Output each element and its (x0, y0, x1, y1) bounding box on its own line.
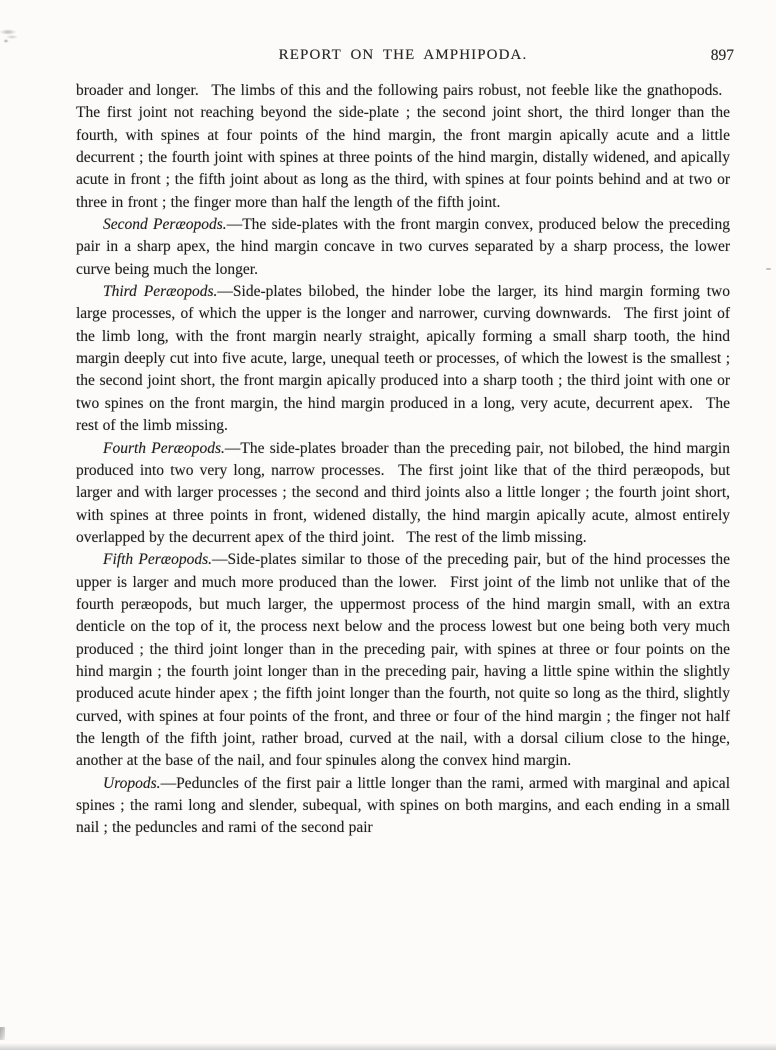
paragraph-second-peraeopods (76, 214, 730, 281)
paragraph-text: broader and longer. The limbs of this and the following pairs robust, not feeble like the gnathopods. The first joint not reaching beyond the side-plate ; the second joint short, the third longer than the fourth, with spines at four points of the hind margin, the front margin apically acute and a little decurrent ; the fourth joint with spines at three points of the hind margin, distally widened, and apically acute in front ; the fifth joint about as long as the third, with spines at four points behind and at two or three in front ; the finger more than half the length of the fifth joint. (76, 82, 730, 211)
scan-speck-artifact (766, 268, 771, 270)
paragraph-fourth-peraeopods (76, 438, 730, 550)
paragraph-lead: Fifth Peræopods. (103, 551, 212, 569)
scan-edge-shadow (0, 1043, 776, 1050)
paragraph-uropods (76, 773, 730, 840)
paragraph-text: —The side-plates with the front margin convex, produced below the preceding pair in a sharp apex, the hind margin concave in two curves separated by a sharp process, the lower curve being much the longer. (76, 216, 730, 278)
paragraph-text: —Side-plates bilobed, the hinder lobe the larger, its hind margin forming two large processes, of which the upper is the longer and narrower, curving downwards. The first joint of the limb long, with the front margin nearly straight, apically forming a small sharp tooth, the hind margin deeply cut into five acute, large, unequal teeth or processes, of which the lowest is the smallest ; the second joint short, the front margin apically produced into a sharp tooth ; the third joint with one or two spines on the front margin, the hind margin produced in a long, very acute, decurrent apex. The rest of the limb missing. (76, 283, 730, 435)
paragraph-text: —Peduncles of the first pair a little longer than the rami, armed with marginal and apical spines ; the rami long and slender, subequal, with spines on both margins, and each ending in a small nail ; the peduncles and rami of the second pair (76, 774, 730, 837)
text-block (76, 80, 730, 840)
paragraph-continuation (76, 80, 730, 214)
paragraph-text: —The side-plates broader than the preceding pair, not bilobed, the hind margin produced into two very long, narrow processes. The first joint like that of the third peræopods, but larger and with larger processes ; the second and third joints also a little longer ; the fourth joint short, with spines at three points in front, widened distally, the hind margin apically acute, almost entirely overlapped by the decurrent apex of the third joint. The rest of the limb missing. (76, 439, 730, 546)
scan-smudge-artifact (0, 27, 26, 45)
page-number: 897 (710, 47, 734, 64)
running-title: REPORT ON THE AMPHIPODA. (278, 47, 528, 63)
paragraph-fifth-peraeopods (76, 549, 730, 772)
paragraph-third-peraeopods (76, 281, 730, 437)
scan-mark-artifact (0, 1027, 5, 1040)
page-header (76, 47, 734, 69)
paragraph-text: —Side-plates similar to those of the preceding pair, but of the hind processes the upper is larger and much more produced than the lower. First joint of the limb not unlike that of the fourth peræopods, but much larger, the uppermost process of the hind margin small, with an extra denticle on the top of it, the process next below and the process lowest but one being both very much produced ; the third joint longer than in the preceding pair, with spines at three or four points on the hind margin ; the fourth joint longer than in the preceding pair, having a little spine within the slightly produced acute hinder apex ; the fifth joint longer than the fourth, not quite so long as the third, slightly curved, with spines at four points of the front, and three or four of the hind margin ; the finger not half the length of the fifth joint, rather broad, curved at the nail, with a dorsal cilium close to the hinge, another at the base of the nail, and four spinules along the convex hind margin. (76, 551, 730, 770)
paragraph-lead: Fourth Peræopods. (103, 439, 225, 457)
paragraph-lead: Third Peræopods. (103, 283, 218, 301)
paragraph-lead: Second Peræopods. (103, 216, 227, 234)
paragraph-lead: Uropods. (103, 774, 161, 792)
